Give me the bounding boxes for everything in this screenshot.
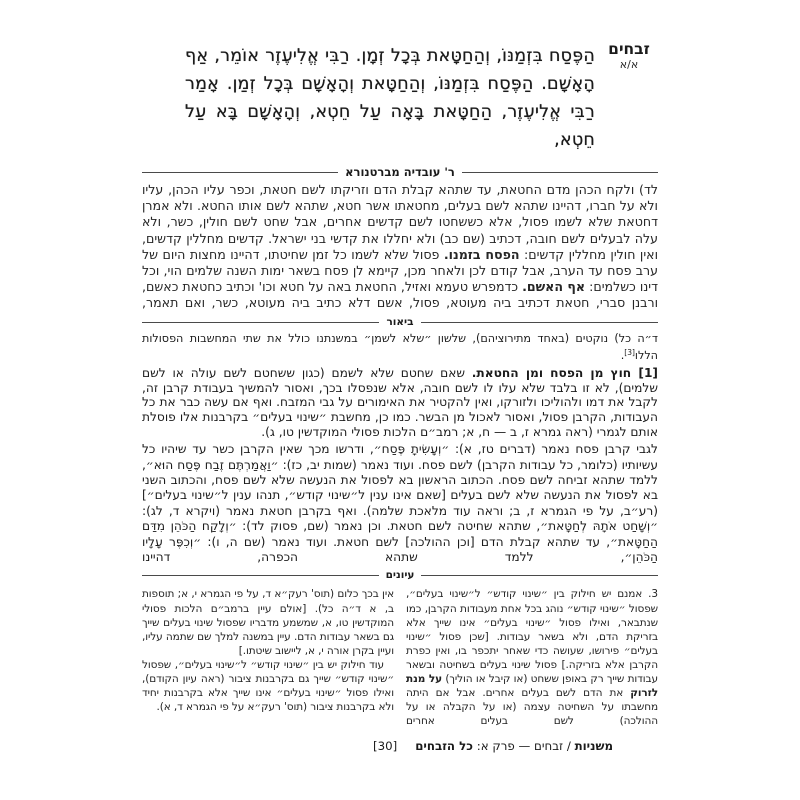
biur-heading: ביאור <box>386 315 414 328</box>
iyunim-columns <box>142 587 658 728</box>
footer-title: משניות / זבחים — פרק א: כל הזבחים <box>415 739 613 753</box>
iyunim-right-column: 3. אמנם יש חילוק בין ״שינוי קודש״ ל״שינוי בעלים״, שפסול ״שינוי קודש״ נוהג בכל אחת מעבודות הקרבן, כמו שנתבאר, ואילו פסול ״שינוי בעלים״ אינו שייך אלא בזריקת הדם, ולא בשאר עבודות. [שכן פסול ״שינוי בעלים״ פירושו, שעושה כדי שאחר יתכפר בו, ואין כפרת הקרבן אלא בזריקה.] פסול שינוי בעלים בשחיטה ובשאר עבודות שייך רק באופן ששחט (או קיבל או הוליך) על מנת לזרוק את הדם לשם בעלים אחרים. אבל אם היתה מחשבתו על השחיטה עצמה (או על הקבלה או על ההולכה) לשם בעלים אחרים <box>406 588 658 728</box>
biur-footnote-continuation: ד״ה כל) נוקטים (באחד מתירוציהם), שלשון ״שלא לשמן״ במשנתנו כולל את שתי המחשבות הפסולות הללו[3]. <box>142 331 658 363</box>
bartenura-divider <box>142 166 658 179</box>
page-footer <box>373 739 613 753</box>
biur-divider <box>142 316 658 329</box>
divider-rule-left <box>142 575 379 576</box>
divider-rule-left <box>142 172 338 173</box>
divider-rule-right <box>462 172 658 173</box>
iyunim-divider <box>142 569 658 582</box>
mishnah-text: הַפֶּסַח בִּזְמַנּוֹ, וְהַחַטָּאת בְּכָל זְמָן. רַבִּי אֱלִיעֶזֶר אוֹמֵר, אַף הָאָשָׁם. הַפֶּסַח בִּזְמַנּוֹ, וְהַחַטָּאת וְהָאָשָׁם בְּכָל זְמַן. אָמַר רַבִּי אֱלִיעֶזֶר, הַחַטָּאת בָּאָה עַל חֵטְא, וְהָאָשָׁם בָּא עַל חֵטְא, <box>185 46 595 150</box>
iyunim-left-column <box>142 587 394 728</box>
biur-paragraph-2: לגבי קרבן פסח נאמר (דברים טז, א): ״וְעָשִׂיתָ פֶּסַח״, ודרשו מכך שאין הקרבן כשר עד שיהיו כל עשיותיו (כלומר, כל עבודות הקרבן) לשם פסח. ועוד נאמר (שמות יב, כז): ״וַאֲמַרְתֶּם זֶבַח פֶּסַח הוּא״, ללמד שתהא זביחה לשם פסח. הכתוב הראשון בא לפסול את הנעשה שלא לשם פסח, והכתוב השני בא לפסול את הנעשה שלא לשם בעלים [שאם אינו ענין ל״שינוי קודש״, תנהו ענין ל״שינוי בעלים״] (רע״ב, על פי הגמרא ז, ב; וראה עוד מלאכת שלמה). ואף בקרבן חטאת נאמר (ויקרא ד, לג): ״וְשָׁחַט אֹתָהּ לְחַטָּאת״, שתהא שחיטה לשם חטאת. וכן נאמר (שם, פסוק לד): ״וְלָקַח הַכֹּהֵן מִדַּם הַחַטָּאת״, עד שתהא קבלת הדם [וכן ההולכה] לשם חטאת. ועוד נאמר (שם ה, ו): ״וְכִפֶּר עָלָיו הַכֹּהֵן״, ללמד שתהא הכפרה, דהיינו <box>142 442 658 564</box>
tractate-title: זבחים <box>608 40 650 58</box>
biur-note-1: [1] חוץ מן הפסח ומן החטאת. שאם שחטם שלא לשמם (כגון ששחטם לשם עולה או לשם שלמים), לא זו בלבד שלא עלו לו לשם חובה, אלא שנפסלו בכך, ואסור להמשיך בעבודת קרבן זה, לקבל את דמו ולהוליכו ולזורקו, ואין להקטיר את האימורים על גבי המזבח. ואף אם עשה כבר את כל העבודות, הקרבן פסול, ואסור לאכול מן הבשר. כמו כן, מחשבת ״שינוי בעלים״ בקרבנות אלו פוסלת אותם לגמרי (ראה גמרא ז, ב — ח, א; רמב״ם הלכות פסולי המוקדשין טו, ג). <box>142 365 658 440</box>
margin-header <box>598 41 660 72</box>
iyunim-left-paragraph-1: אין בכך כלום (תוס' רעק״א ד, על פי הגמרא י, א; תוספות ב, א ד״ה כל). [אולם עיין ברמב״ם הלכות פסולי המוקדשין טו, א, שמשמע מדבריו שפסול שינוי בעלים שייך גם בשאר עבודות הדם. עיין במשנה למלך שם שתמה עליו, ועיין בקרן אורה י, א, ליישוב שיטתו.] <box>142 588 394 657</box>
iyunim-heading: עיונים <box>385 569 415 582</box>
divider-rule-left <box>142 322 379 323</box>
divider-rule-right <box>421 575 658 576</box>
page-content <box>142 0 658 728</box>
divider-rule-right <box>421 322 658 323</box>
iyunim-left-paragraph-2: עוד חילוק יש בין ״שינוי קודש״ ל״שינוי בעלים״, שפסול ״שינוי קודש״ שייך גם בקרבנות ציבור (ראה עיון הקודם), ואילו פסול ״שינוי בעלים״ אינו שייך אלא בקרבנות יחיד ולא בקרבנות ציבור (תוס' רעק״א על פי הגמרא ד, א). <box>142 658 394 714</box>
bartenura-commentary: לד) ולקח הכהן מדם החטאת, עד שתהא קבלת הדם וזריקתו לשם חטאת, וכפר עליו הכהן, עליו ולא על חברו, דהיינו שתהא לשם בעלים, מחטאתו אשר חטא, שתהא לשם אותו החטא. ולא אמרן דחטאת שלא לשמו פסול, אלא כששחטו לשם קדשים אחרים, אבל שחט לשם חולין, כשר, ולא עלה לבעלים לשם חובה, דכתיב (שם כב) ולא יחללו את קדשי בני ישראל. קדשים מחללין קדשים, ואין חולין מחללין קדשים: הפסח בזמנו. פסול שלא לשמו כל זמן שחיטתו, דהיינו מחצות היום של ערב פסח עד הערב, אבל קודם לכן ולאחר מכן, קיימא לן פסח בשאר ימות השנה שלמים הוי, וכל דינו כשלמים: אף האשם. כדמפרש טעמא ואזיל, החטאת באה על חטא וכו' וכתיב כחטאת כאשם, ורבנן סברי, חטאת דכתיב ביה מעוטא, פסול, אשם דלא כתיב ביה מעוטא, כשר, ואם תאמר, <box>142 182 659 311</box>
page-number: [30] <box>372 739 398 753</box>
daf-indicator: א/א <box>619 58 639 71</box>
bartenura-heading: ר' עובדיה מברטנורא <box>345 165 455 179</box>
